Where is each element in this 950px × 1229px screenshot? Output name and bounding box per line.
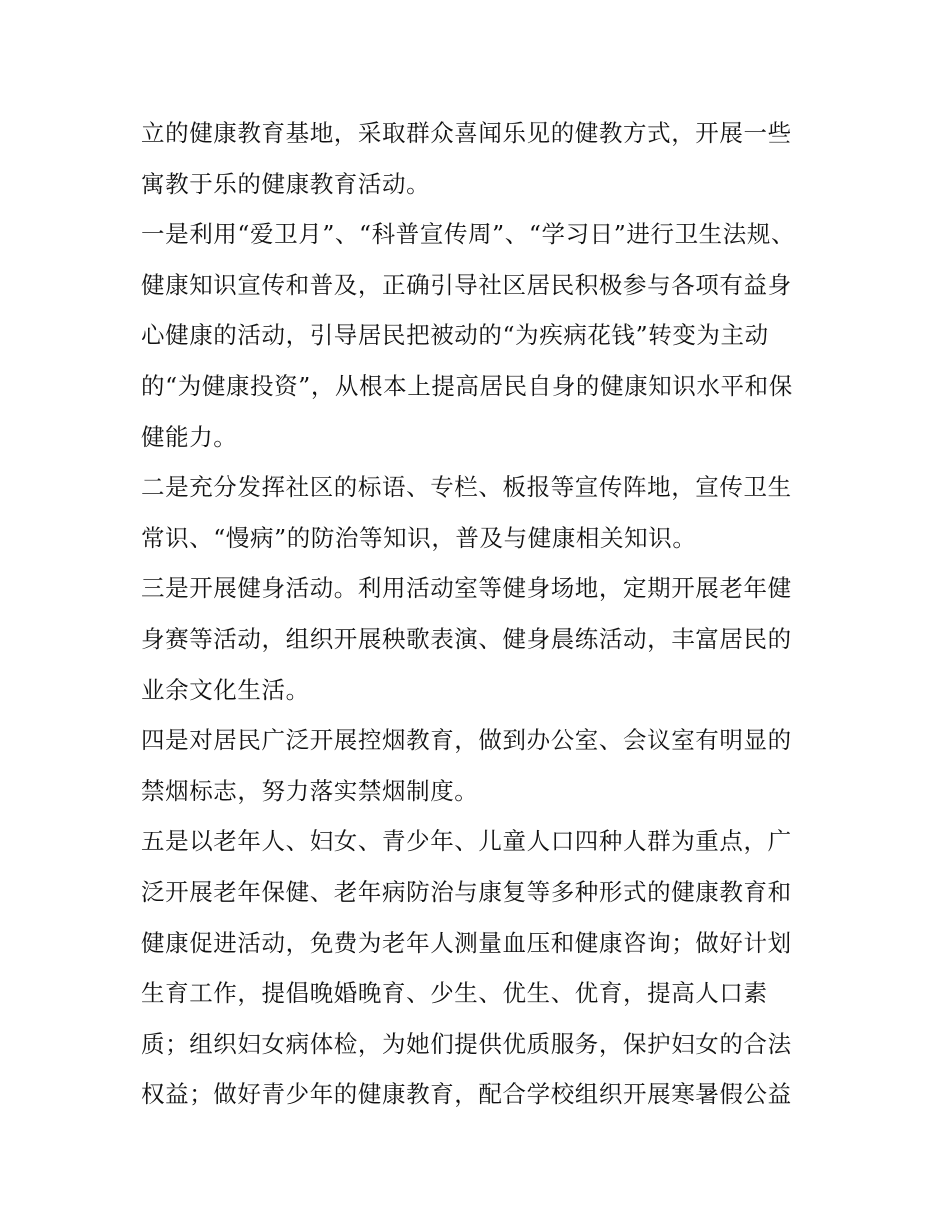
text-line: 业余文化生活。 [141, 675, 310, 704]
text-line: 身赛等活动，组织开展秧歌表演、健身晨练活动，丰富居民的 [141, 624, 792, 653]
text-line: 的“为健康投资”，从根本上提高居民自身的健康知识水平和保 [141, 371, 793, 400]
text-line: 三是开展健身活动。利用活动室等健身场地，定期开展老年健 [141, 574, 792, 603]
text-line: 常识、“慢病”的防治等知识，普及与健康相关知识。 [141, 523, 697, 552]
text-line: 禁烟标志，努力落实禁烟制度。 [141, 776, 479, 805]
text-line: 健能力。 [141, 422, 238, 451]
text-line: 一是利用“爱卫月”、“科普宣传周”、“学习日”进行卫生法规、 [141, 220, 796, 249]
text-line: 质；组织妇女病体检，为她们提供优质服务，保护妇女的合法 [141, 1029, 792, 1058]
text-line: 生育工作，提倡晚婚晚育、少生、优生、优育，提高人口素 [141, 979, 768, 1008]
text-line: 寓教于乐的健康教育活动。 [141, 169, 431, 198]
text-line: 四是对居民广泛开展控烟教育，做到办公室、会议室有明显的 [141, 726, 792, 755]
text-line: 权益；做好青少年的健康教育，配合学校组织开展寒暑假公益 [141, 1080, 792, 1109]
text-line: 二是充分发挥社区的标语、专栏、板报等宣传阵地，宣传卫生 [141, 473, 792, 502]
text-line: 健康知识宣传和普及，正确引导社区居民积极参与各项有益身 [141, 270, 792, 299]
text-line: 五是以老年人、妇女、青少年、儿童人口四种人群为重点，广 [141, 827, 792, 856]
body-text [141, 108, 821, 1120]
text-line: 心健康的活动，引导居民把被动的“为疾病花钱”转变为主动 [141, 321, 769, 350]
text-line: 泛开展老年保健、老年病防治与康复等多种形式的健康教育和 [141, 877, 792, 906]
text-line: 立的健康教育基地，采取群众喜闻乐见的健教方式，开展一些 [141, 119, 792, 147]
text-line: 健康促进活动，免费为老年人测量血压和健康咨询；做好计划 [141, 928, 792, 957]
